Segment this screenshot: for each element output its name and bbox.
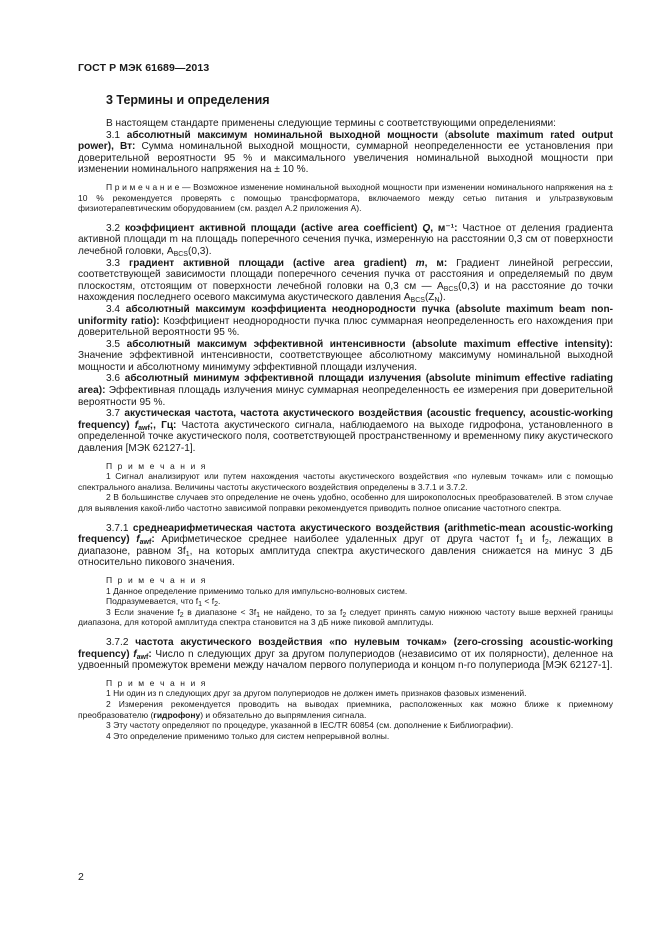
term-english: (absolute maximum beam non-uniformity ratio):: [78, 303, 614, 327]
standard-header: ГОСТ Р МЭК 61689—2013: [78, 62, 210, 74]
term-symbol: m: [415, 257, 425, 269]
notes-label: П р и м е ч а н и я: [106, 574, 208, 585]
term-title: абсолютный минимум эффективной площади излучения: [124, 373, 422, 385]
term-english: (absolute minimum effective radiating area):: [78, 373, 613, 397]
page-content: [78, 118, 613, 741]
term-unit: , м:: [424, 257, 448, 269]
subscript: BCS: [173, 250, 188, 258]
term-3-7-2: [78, 637, 613, 672]
term-3-3: [78, 258, 613, 304]
note-part: Подразумевается, что f: [106, 596, 199, 607]
intro-paragraph: В настоящем стандарте применены следующие термины с соответствующими определениями:: [106, 118, 556, 129]
term-title: градиент активной площади: [128, 257, 284, 269]
definition-part: Градиент линейной регрессии, соответствующей зависимости площади поперечного сечения пучка от расстояния и определяемый по двум плоскостям, отстоящим от поверхности лечебной головки на 0,3 см — A: [78, 257, 613, 292]
subscript: N: [434, 297, 440, 305]
term-3-5: [78, 339, 613, 374]
term-title: акустическая частота, частота акустического воздействия: [124, 408, 423, 420]
subscript: awf: [136, 653, 149, 661]
term-number: 3.7.2: [106, 636, 129, 648]
term-number: 3.6: [106, 373, 121, 385]
section-title: 3 Термины и определения: [106, 93, 270, 107]
note-part: в диапазоне < 3f: [183, 606, 257, 617]
note-part: ) и обязательно до выпрямления сигнала.: [200, 709, 367, 720]
term-title: среднеарифметическая частота акустического воздействия: [132, 522, 440, 534]
definition-end: (0,3).: [187, 245, 212, 257]
subscript: 2: [544, 539, 549, 547]
term-english: (zero-crossing acoustic-working frequency): [78, 636, 613, 660]
definition-part: Арифметическое среднее наиболее удаленных друг от друга частот f: [161, 534, 520, 546]
term-symbol: f: [136, 534, 140, 546]
subscript: 1: [185, 550, 190, 558]
page-number: 2: [78, 871, 84, 883]
term-title: абсолютный максимум коэффициента неоднородности пучка: [125, 303, 450, 315]
term-english: (absolute maximum effective intensity):: [412, 338, 613, 350]
term-number: 3.3: [106, 257, 121, 269]
note-3-7-2-1: 1 Ни один из n следующих друг за другом полупериодов не должен иметь признаков фазовых изменений.: [106, 688, 527, 699]
notes-label: П р и м е ч а н и я: [106, 460, 208, 471]
term-definition: Коэффициент неоднородности пучка плюс суммарная неопределенность его нахождения при доверительной вероятности 95 %.: [78, 315, 614, 339]
note-text: — Возможное изменение номинальной выходной мощности при изменении номинального напряжения на ± 10 % рекомендуется проверять с помощью трансформатора, включаемого между сетью питания и ультразвуковым физиотерапевтическим оборудованием (см. раздел А.2 приложения А).: [78, 181, 613, 214]
note-3-7-2-2: [78, 699, 613, 720]
term-definition: Значение эффективной интенсивности, соответствующее абсолютному максимуму номинальной выходной мощности и абсолютному минимуму эффективной площади излучения.: [78, 350, 613, 373]
term-english: (active area coefficient): [301, 222, 418, 234]
term-3-6: [78, 373, 613, 408]
term-definition: Частное от деления градиента активной площади m на площадь поперечного сечения пучка, измеренную на расстоянии 0,3 см от поверхности лечебной головки, A: [78, 222, 613, 257]
term-3-7: [78, 408, 613, 454]
note-part: < f: [202, 596, 215, 607]
term-unit: :: [151, 534, 155, 546]
term-english: (arithmetic-mean acoustic-working frequency): [78, 522, 613, 546]
note-part: .: [218, 596, 221, 607]
subscript: 2: [342, 611, 347, 619]
note-part: 3 Если значение f: [106, 606, 180, 617]
note-3-7-2-4: 4 Это определение применимо только для систем непрерывной волны.: [106, 730, 390, 741]
term-title: абсолютный максимум эффективной интенсивности: [126, 338, 406, 350]
subscript: 1: [519, 539, 524, 547]
term-symbol: f: [134, 419, 139, 431]
subscript: awf: [138, 424, 150, 432]
term-number: 3.5: [106, 338, 121, 350]
term-3-4: [78, 304, 613, 339]
term-definition: Эффективная площадь излучения минус суммарная неопределенность ее измерения при доверительной вероятности 95 %.: [78, 385, 613, 408]
subscript: 2: [179, 611, 184, 619]
subscript: awf: [139, 539, 152, 547]
term-symbol: Q: [422, 222, 431, 234]
note-3-7-1-1: 1 Данное определение применимо только для импульсно-волновых систем.: [106, 585, 408, 596]
term-3-2: [78, 223, 613, 258]
note-3-7-2: 2 В большинстве случаев это определение не очень удобно, особенно для широкополосных преобразователей. В этом случае для выявления какой-либо частотно зависимой поправки рекомендуется приводить полное описание частотного спектра.: [78, 492, 613, 513]
term-title: абсолютный максимум номинальной выходной мощности: [126, 129, 439, 141]
term-number: 3.2: [106, 222, 121, 234]
note-part: не найдено, то за f: [259, 606, 343, 617]
subscript: 1: [198, 601, 203, 609]
term-number: 3.7.1: [106, 522, 129, 534]
note-emphasis: гидрофону: [153, 709, 201, 720]
note-3-7-1-3: [78, 607, 613, 628]
note-part: 2 Измерения рекомендуется проводить на выводах приемника, расположенных как можно ближе к приемному преобразователю (: [78, 698, 613, 720]
subscript: BCS: [410, 297, 425, 305]
definition-part: , на которых амплитуда спектра акустического давления снижается на минус 3 дБ относительно пикового значения.: [78, 545, 613, 569]
term-title: частота акустического воздействия «по нулевым точкам»: [135, 636, 447, 648]
definition-part: ).: [439, 292, 446, 304]
term-definition: Сумма номинальной выходной мощности, суммарной неопределенности ее установления при доверительной вероятности 95 % и максимального увеличения номинальной выходной мощности при изменении номинального напряжения на ± 10 %.: [78, 141, 613, 176]
definition-part: и f: [529, 534, 545, 546]
subscript: 1: [256, 611, 260, 619]
term-symbol: f: [133, 648, 137, 660]
term-title: коэффициент активной площади: [124, 222, 297, 234]
note-label: П р и м е ч а н и е: [106, 181, 180, 192]
term-unit: , м⁻¹:: [430, 222, 458, 234]
definition-part: , лежащих в диапазоне, равном 3f: [78, 534, 613, 557]
note-3-7-1: 1 Сигнал анализируют или путем нахождения частоты акустического воздействия «по нулевым точкам» или с помощью спектрального анализа. Величины частоты акустического воздействия определены в 3.7.1 и 3.7.2.: [78, 471, 613, 492]
term-number: 3.7: [106, 408, 121, 420]
term-number: 3.4: [106, 303, 121, 315]
definition-part: (Z: [424, 292, 435, 304]
term-unit: :: [148, 648, 152, 660]
term-3-7-1: [78, 523, 613, 569]
term-definition: Частота акустического сигнала, наблюдаемого на выходе гидрофона, установленного в определенной точке акустического поля, соответствующей пространственному и временному пику акустического давления [МЭК 62127-1].: [78, 419, 613, 455]
subscript: BCS: [443, 285, 459, 293]
term-english: absolute maximum rated output power), Вт:: [78, 129, 613, 153]
term-unit: ;, Гц:: [149, 419, 177, 431]
subscript: 2: [214, 601, 219, 609]
note-3-7-1-assumption: [78, 596, 613, 607]
note-3-1: [78, 182, 613, 214]
term-definition: Число n следующих друг за другом полупериодов (независимо от их полярности), деленное на удвоенный промежуток времени между началом первого полупериода и концом n-го полупериода [МЭК 62127-1].: [78, 648, 613, 672]
notes-label: П р и м е ч а н и я: [106, 677, 208, 688]
note-3-7-2-3: 3 Эту частоту определяют по процедуре, указанной в IEC/TR 60854 (см. дополнение к Библиографии).: [106, 720, 514, 731]
term-english: (acoustic frequency, acoustic-working frequency): [78, 408, 613, 431]
term-3-1: 3.1 абсолютный максимум номинальной выходной мощности (absolute maximum rated output power), Вт: Сумма номинальной выходной мощности, суммарной неопределенности ее установления при доверительной вероятности 95 % и максимального увеличения номинальной выходной мощности при изменении номинального напряжения на ± 10 %.: [78, 129, 613, 176]
term-english: (active area gradient): [292, 257, 407, 269]
note-part: следует принять самую нижнюю частоту выше верхней границы диапазона, для которой амплитуда спектра становится на 3 дБ ниже пиковой амплитуды.: [78, 606, 613, 628]
definition-part: (0,3) и на расстояние до точки нахождения последнего осевого максимума акустического давления A: [78, 280, 613, 304]
term-number: 3.1: [106, 129, 121, 141]
